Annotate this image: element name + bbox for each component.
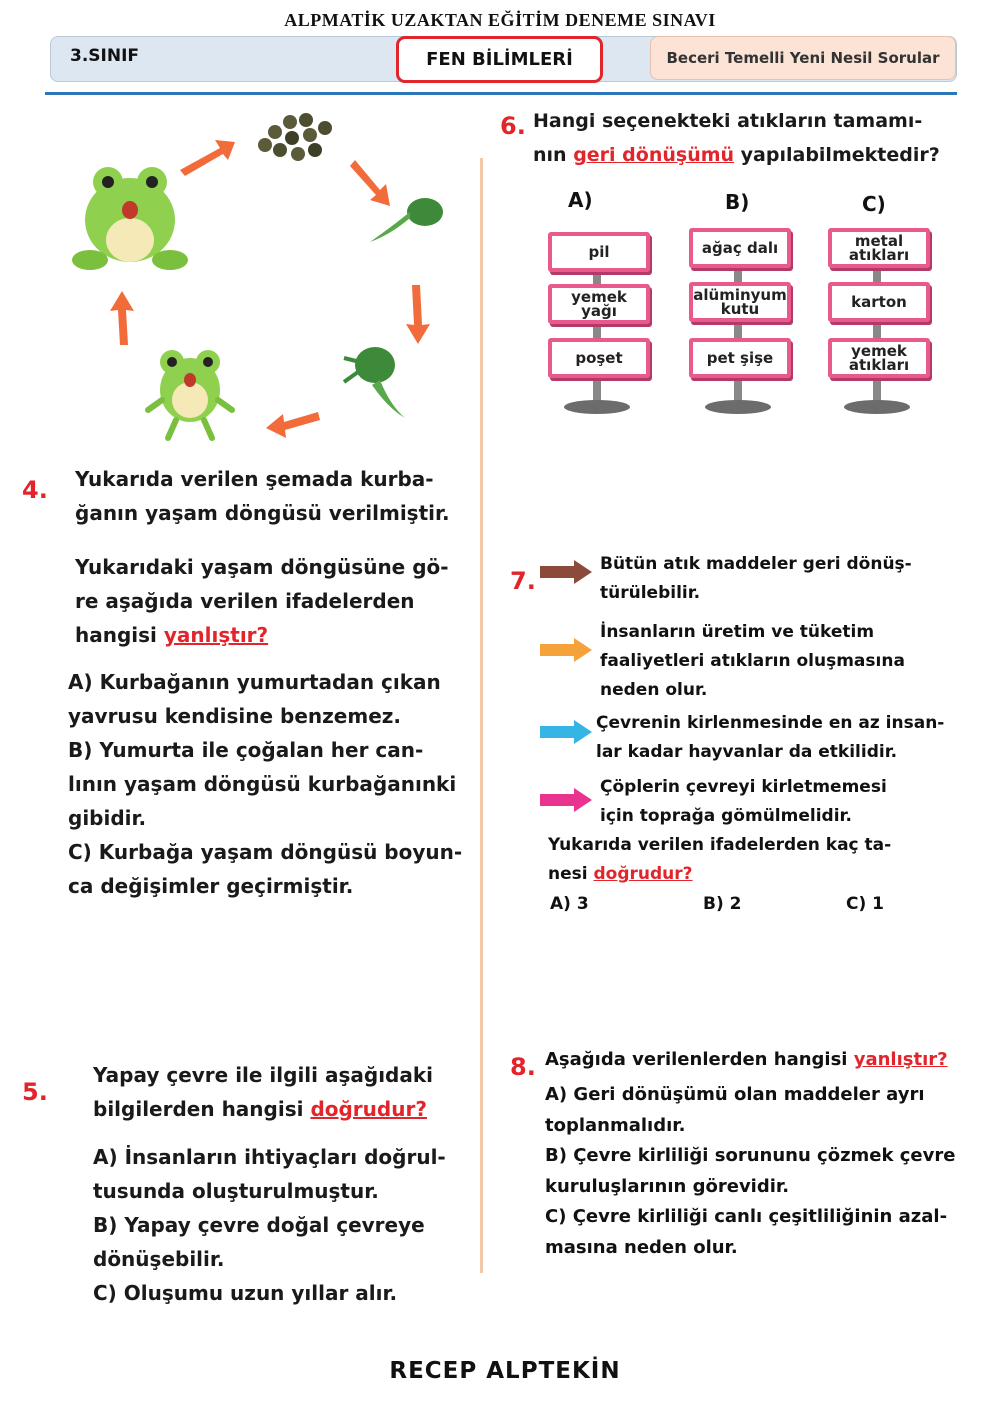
q4-ask-line: Yukarıdaki yaşam döngüsüne gö- <box>75 555 449 579</box>
q5-option-c[interactable]: C) Oluşumu uzun yıllar alır. <box>93 1281 398 1305</box>
q8-option-a[interactable]: A) Geri dönüşümü olan maddeler ayrı <box>545 1084 925 1105</box>
q8-option-a-cont: toplanmalıdır. <box>545 1114 686 1136</box>
q7-ask-line: Yukarıda verilen ifadelerden kaç ta- <box>548 835 892 855</box>
q4-option-c-cont: ca değişimler geçirmiştir. <box>68 874 354 898</box>
skill-label: Beceri Temelli Yeni Nesil Sorular <box>650 36 956 80</box>
q4-ask-line: re aşağıda verilen ifadelerden <box>75 589 415 613</box>
question-7-ask <box>548 831 968 889</box>
q7-statement-3: Çevrenin kirlenmesinde en az insan- lar kadar hayvanlar da etkilidir. <box>596 713 945 762</box>
young-frog-icon <box>148 350 232 438</box>
q6-option-b-label[interactable]: B) <box>725 190 750 214</box>
orange-arrow-icon <box>538 636 594 664</box>
q6-option-a-item: yemek yağı <box>548 284 650 324</box>
subject-title: FEN BİLİMLERİ <box>396 36 603 83</box>
cycle-arrow-icon <box>266 412 320 438</box>
q5-stem-line: bilgilerden hangisi doğrudur? <box>93 1097 427 1121</box>
grade-label: 3.SINIF <box>70 46 140 66</box>
q6-option-b-item: alüminyum kutu <box>689 282 791 322</box>
q6-option-c-item: metal atıkları <box>828 228 930 268</box>
q7-answer-a[interactable]: A) 3 <box>550 894 589 914</box>
cycle-arrow-icon <box>406 285 430 344</box>
signpost-base <box>844 400 910 414</box>
pink-arrow-icon <box>538 786 594 814</box>
signpost-base <box>564 400 630 414</box>
question-5-number: 5. <box>22 1078 48 1106</box>
header-divider <box>45 92 957 95</box>
q6-option-c-label[interactable]: C) <box>862 192 886 216</box>
q6-option-a-item: poşet <box>548 338 650 378</box>
q7-statement-2: İnsanların üretim ve tüketim faaliyetleri atıkların oluşmasına neden olur. <box>600 622 905 700</box>
cycle-arrow-icon <box>350 160 390 206</box>
q5-stem-line: Yapay çevre ile ilgili aşağıdaki <box>93 1063 434 1087</box>
q4-ask-line: hangisi yanlıştır? <box>75 623 269 647</box>
q5-option-a-cont: tusunda oluşturulmuştur. <box>93 1179 379 1203</box>
q6-keyword: geri dönüşümü <box>573 144 735 166</box>
q4-option-a[interactable]: A) Kurbağanın yumurtadan çıkan <box>68 670 441 694</box>
q5-option-b-cont: dönüşebilir. <box>93 1247 225 1271</box>
q7-keyword: doğrudur? <box>593 864 693 884</box>
exam-title: ALPMATİK UZAKTAN EĞİTİM DENEME SINAVI <box>284 10 716 30</box>
question-4-ask <box>75 550 475 652</box>
q7-statement-1: Bütün atık maddeler geri dönüş- türülebilir. <box>600 554 912 603</box>
q6-option-a-label[interactable]: A) <box>568 188 593 212</box>
q8-option-b[interactable]: B) Çevre kirliliği sorununu çözmek çevre <box>545 1145 956 1166</box>
q4-option-b-cont: gibidir. <box>68 806 147 830</box>
question-4-options <box>68 665 473 903</box>
q4-option-c[interactable]: C) Kurbağa yaşam döngüsü boyun- <box>68 840 463 864</box>
adult-frog-icon <box>72 167 188 270</box>
froglet-icon <box>344 347 405 418</box>
signpost-base <box>705 400 771 414</box>
q8-option-b-cont: kuruluşlarının görevidir. <box>545 1175 790 1197</box>
question-8-number: 8. <box>510 1053 536 1081</box>
question-4-stem <box>75 462 475 530</box>
q6-stem-line: Hangi seçenekteki atıkların tamamı- <box>533 110 923 132</box>
question-6-stem <box>533 104 973 172</box>
q4-stem-line: ğanın yaşam döngüsü verilmiştir. <box>75 501 450 525</box>
question-6-number: 6. <box>500 112 526 140</box>
q8-option-c-cont: masına neden olur. <box>545 1236 738 1258</box>
q6-option-b-item: ağaç dalı <box>689 228 791 268</box>
question-4-number: 4. <box>22 476 48 504</box>
q4-option-a-cont: yavrusu kendisine benzemez. <box>68 704 402 728</box>
brown-arrow-icon <box>538 558 594 586</box>
q8-keyword: yanlıştır? <box>853 1049 948 1070</box>
q7-ask-line: nesi doğrudur? <box>548 864 693 884</box>
q6-option-c-item: karton <box>828 282 930 322</box>
q7-statement-4: Çöplerin çevreyi kirletmemesi için toprağa gömülmelidir. <box>600 777 887 826</box>
q4-keyword: yanlıştır? <box>163 623 269 647</box>
q8-option-c[interactable]: C) Çevre kirliliği canlı çeşitliliğinin azal- <box>545 1206 948 1227</box>
q4-stem-line: Yukarıda verilen şemada kurba- <box>75 467 434 491</box>
q6-option-c-item: yemek atıkları <box>828 338 930 378</box>
q4-option-b-cont: lının yaşam döngüsü kurbağanınki <box>68 772 457 796</box>
author-signature: RECEP ALPTEKİN <box>389 1358 621 1384</box>
q7-answer-c[interactable]: C) 1 <box>846 894 884 914</box>
question-5-options <box>93 1140 478 1310</box>
frog-life-cycle-illustration <box>70 100 460 460</box>
q5-option-b[interactable]: B) Yapay çevre doğal çevreye <box>93 1213 425 1237</box>
cycle-arrow-icon <box>110 291 134 345</box>
q5-option-a[interactable]: A) İnsanların ihtiyaçları doğrul- <box>93 1145 446 1169</box>
question-7-number: 7. <box>510 567 536 595</box>
question-8-stem: Aşağıda verilenlerden hangisi yanlıştır? <box>545 1049 948 1070</box>
cycle-arrow-icon <box>180 140 235 176</box>
q4-option-b[interactable]: B) Yumurta ile çoğalan her can- <box>68 738 424 762</box>
question-5-stem <box>93 1058 473 1126</box>
blue-arrow-icon <box>538 718 594 746</box>
q7-answer-b[interactable]: B) 2 <box>703 894 742 914</box>
q5-keyword: doğrudur? <box>310 1097 427 1121</box>
q6-option-b-item: pet şişe <box>689 338 791 378</box>
column-divider <box>480 158 483 1273</box>
q6-option-a-item: pil <box>548 232 650 272</box>
frog-eggs-icon <box>258 113 332 161</box>
question-8-options <box>545 1080 975 1263</box>
tadpole-icon <box>370 198 443 242</box>
q6-stem-line: nın geri dönüşümü yapılabilmektedir? <box>533 144 940 166</box>
